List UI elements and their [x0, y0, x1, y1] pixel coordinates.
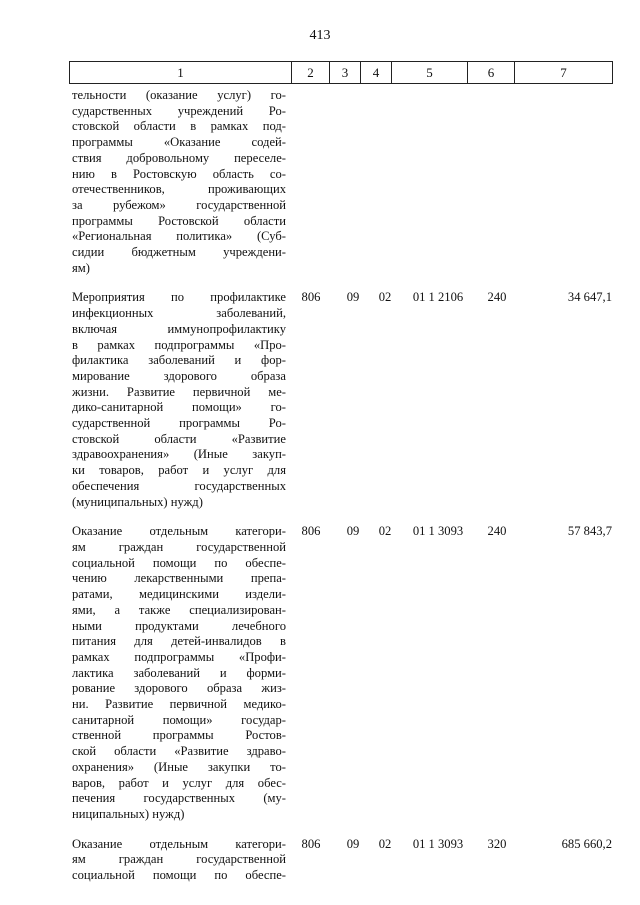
description-line: инфекционных заболеваний, [72, 306, 286, 321]
expense-type-code: 320 [487, 836, 507, 851]
description-line: за рубежом» государственной [72, 197, 286, 212]
description-line: ными продуктами лечебного [72, 618, 286, 633]
description-line: Оказание отдельным категори- [72, 524, 286, 539]
description-line: ратами, медицинскими издели- [72, 587, 286, 602]
column-header-7: 7 [515, 62, 613, 84]
description-line: филактика заболеваний и фор- [72, 353, 286, 368]
column-header-6: 6 [468, 62, 515, 84]
target-article-code: 01 1 3093 [412, 836, 464, 851]
amount: 685 660,2 [561, 836, 612, 851]
description-line: санитарной помощи» государ- [72, 712, 286, 727]
column-header-2: 2 [292, 62, 330, 84]
description-line: стовской области в рамках под- [72, 119, 286, 134]
ministry-code: 806 [301, 290, 321, 305]
description-line: (муниципальных) нужд) [72, 494, 203, 509]
description-line: «Региональная политика» (Суб- [72, 229, 286, 244]
description-line: обеспечения государственных [72, 478, 286, 493]
column-header-1: 1 [70, 62, 292, 84]
column-header-5: 5 [392, 62, 468, 84]
section-code: 09 [346, 524, 360, 539]
table-body [72, 88, 612, 898]
column-header-3: 3 [330, 62, 361, 84]
description-line: программы «Оказание содей- [72, 135, 286, 150]
row-description [72, 837, 286, 884]
section-code: 09 [346, 290, 360, 305]
description-line: мирование здорового образа [72, 368, 286, 383]
description-line: Мероприятия по профилактике [72, 290, 286, 305]
subsection-code: 02 [378, 524, 392, 539]
column-header-table [69, 61, 613, 84]
description-line: рамках подпрограммы «Профи- [72, 649, 286, 664]
description-line: сидии бюджетным учреждени- [72, 245, 286, 260]
amount: 34 647,1 [567, 290, 612, 305]
description-line: варов, работ и услуг для обес- [72, 775, 286, 790]
description-line: лактика заболеваний и форми- [72, 665, 286, 680]
description-line: печения государственных (му- [72, 791, 286, 806]
description-line: программы Ростовской области [72, 213, 286, 228]
description-line: ями, а также специализирован- [72, 602, 286, 617]
description-line: ниципальных) нужд) [72, 806, 185, 821]
description-line: жизни. Развитие первичной ме- [72, 384, 286, 399]
row-description [72, 88, 286, 276]
description-line: ки товаров, работ и услуг для [72, 463, 286, 478]
column-header-row [70, 62, 613, 84]
table-row [72, 290, 612, 510]
ministry-code: 806 [301, 524, 321, 539]
description-line: социальной помощи по обеспе- [72, 868, 286, 883]
row-description [72, 290, 286, 510]
description-line: ям граждан государственной [72, 539, 286, 554]
target-article-code: 01 1 2106 [412, 290, 464, 305]
section-code: 09 [346, 836, 360, 851]
description-line: питания для детей-инвалидов в [72, 634, 286, 649]
description-line: ствия добровольному переселе- [72, 150, 286, 165]
description-line: здравоохранения» (Иные закуп- [72, 447, 286, 462]
description-line: охранения» (Иные закупки то- [72, 759, 286, 774]
description-line: ям) [72, 260, 90, 275]
table-row [72, 837, 612, 884]
column-header-4: 4 [361, 62, 392, 84]
subsection-code: 02 [378, 290, 392, 305]
description-line: нию в Ростовскую область со- [72, 166, 286, 181]
description-line: тельности (оказание услуг) го- [72, 88, 286, 102]
description-line: чению лекарственными препа- [72, 571, 286, 586]
table-row [72, 524, 612, 822]
description-line: ственной программы Ростов- [72, 728, 286, 743]
description-line: отечественников, проживающих [72, 182, 286, 197]
amount: 57 843,7 [567, 524, 612, 539]
description-line: стовской области «Развитие [72, 431, 286, 446]
subsection-code: 02 [378, 836, 392, 851]
description-line: в рамках подпрограммы «Про- [72, 337, 286, 352]
description-line: ям граждан государственной [72, 852, 286, 867]
description-line: сударственных учреждений Ро- [72, 103, 286, 118]
table-row [72, 88, 612, 276]
description-line: рование здорового образа жиз- [72, 681, 286, 696]
target-article-code: 01 1 3093 [412, 524, 464, 539]
expense-type-code: 240 [487, 524, 507, 539]
description-line: включая иммунопрофилактику [72, 321, 286, 336]
row-description [72, 524, 286, 822]
description-line: ской области «Развитие здраво- [72, 744, 286, 759]
description-line: сударственной программы Ро- [72, 416, 286, 431]
description-line: ни. Развитие первичной медико- [72, 697, 286, 712]
description-line: Оказание отдельным категори- [72, 836, 286, 851]
page-number: 413 [309, 28, 331, 43]
expense-type-code: 240 [487, 290, 507, 305]
description-line: социальной помощи по обеспе- [72, 555, 286, 570]
ministry-code: 806 [301, 836, 321, 851]
description-line: дико-санитарной помощи» го- [72, 400, 286, 415]
